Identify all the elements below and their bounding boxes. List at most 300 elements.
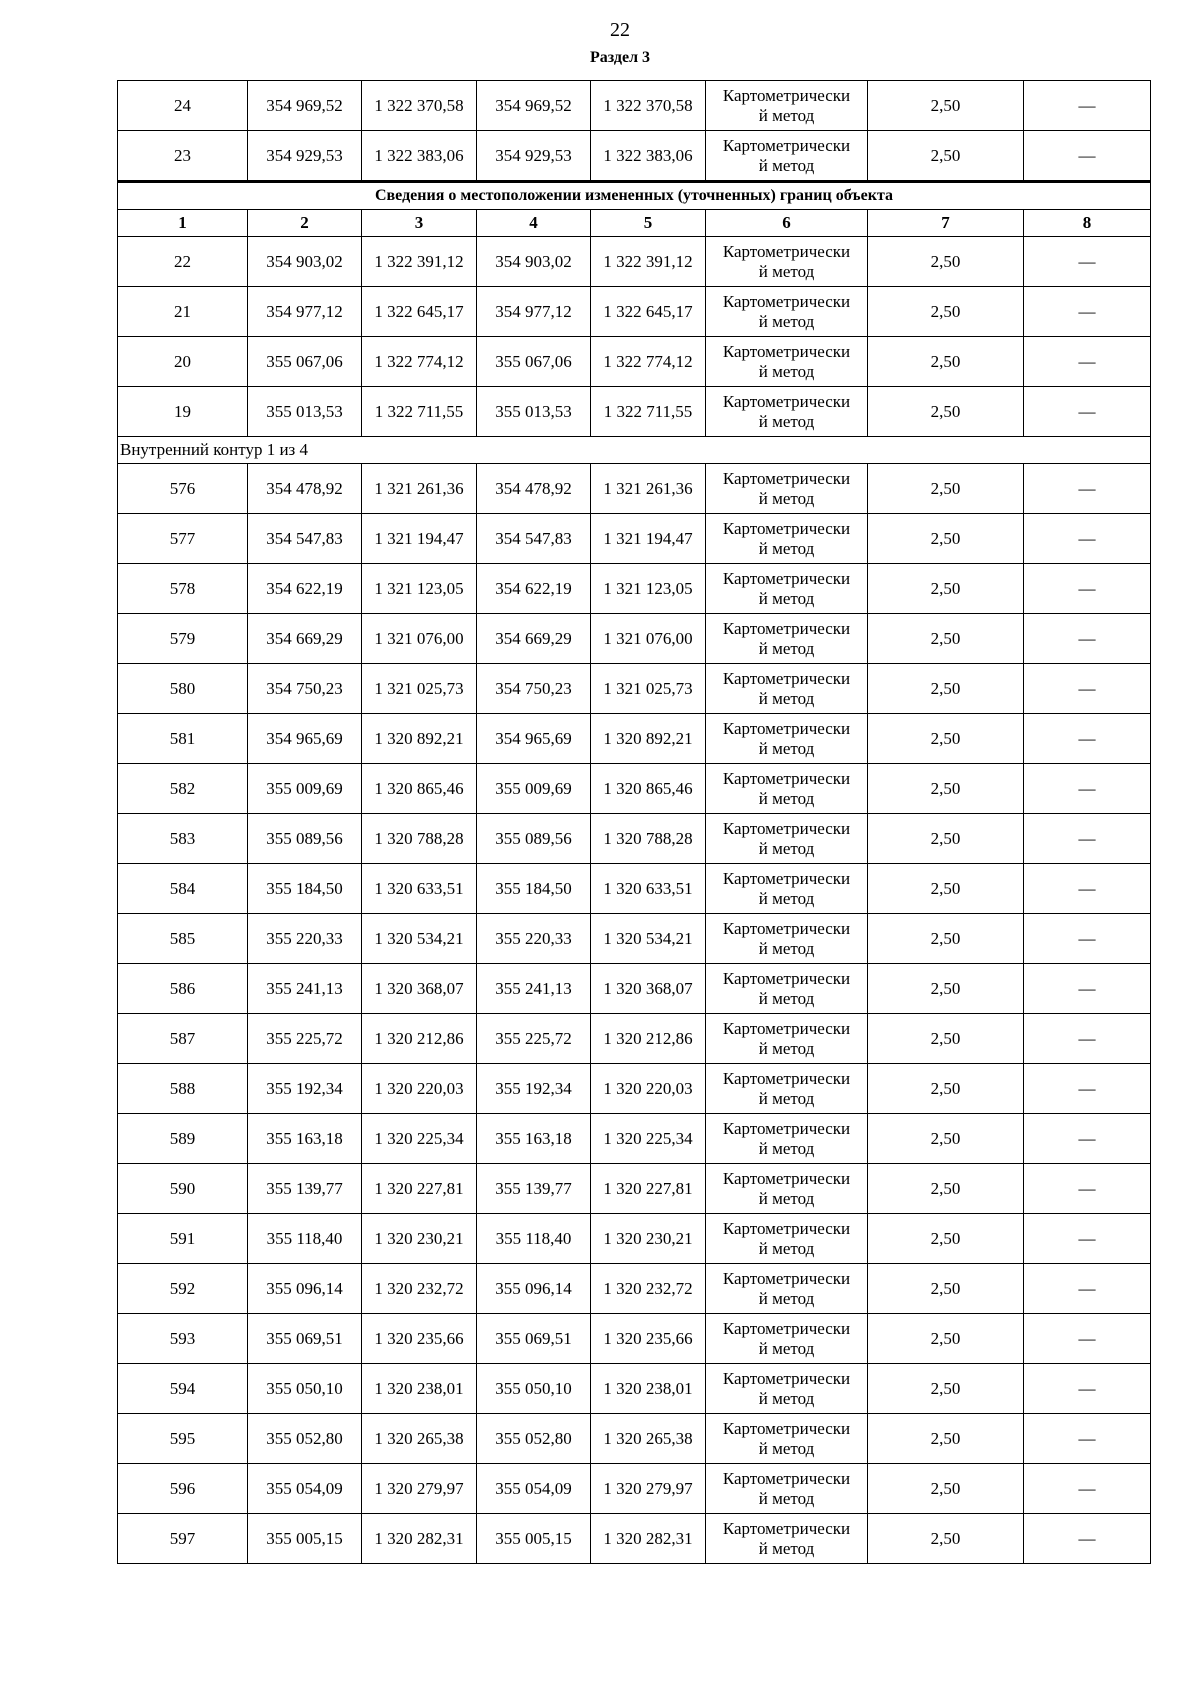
x-coordinate-cell: 354 622,19 — [477, 564, 591, 614]
table-row — [118, 514, 1151, 564]
y-coordinate-cell: 1 321 025,73 — [591, 664, 706, 714]
x-coordinate-cell: 355 089,56 — [477, 814, 591, 864]
method-line: Картометрически — [722, 868, 851, 888]
method-cell — [706, 814, 868, 864]
contour-label: Внутренний контур 1 из 4 — [118, 437, 1151, 464]
precision-cell: 2,50 — [868, 514, 1024, 564]
y-coordinate-cell: 1 322 391,12 — [362, 237, 477, 287]
point-number-cell: 582 — [118, 764, 248, 814]
method-line: й метод — [758, 1038, 815, 1058]
point-number-cell: 24 — [118, 81, 248, 131]
y-coordinate-cell: 1 321 194,47 — [362, 514, 477, 564]
column-number: 6 — [706, 210, 868, 237]
x-coordinate-cell: 355 067,06 — [248, 337, 362, 387]
x-coordinate-cell: 355 052,80 — [477, 1414, 591, 1464]
x-coordinate-cell: 355 009,69 — [477, 764, 591, 814]
method-cell — [706, 614, 868, 664]
y-coordinate-cell: 1 322 383,06 — [591, 131, 706, 182]
y-coordinate-cell: 1 320 282,31 — [362, 1514, 477, 1564]
y-coordinate-cell: 1 321 076,00 — [362, 614, 477, 664]
method-line: Картометрически — [722, 1268, 851, 1288]
x-coordinate-cell: 355 067,06 — [477, 337, 591, 387]
y-coordinate-cell: 1 320 279,97 — [362, 1464, 477, 1514]
method-cell — [706, 964, 868, 1014]
x-coordinate-cell: 355 069,51 — [248, 1314, 362, 1364]
x-coordinate-cell: 355 163,18 — [477, 1114, 591, 1164]
method-line: Картометрически — [722, 668, 851, 688]
x-coordinate-cell: 354 903,02 — [477, 237, 591, 287]
x-coordinate-cell: 354 929,53 — [477, 131, 591, 182]
table-row — [118, 814, 1151, 864]
point-number-cell: 578 — [118, 564, 248, 614]
method-line: й метод — [758, 1338, 815, 1358]
point-number-cell: 586 — [118, 964, 248, 1014]
x-coordinate-cell: 355 089,56 — [248, 814, 362, 864]
method-line: Картометрически — [722, 85, 851, 105]
method-line: й метод — [758, 588, 815, 608]
method-cell — [706, 914, 868, 964]
y-coordinate-cell: 1 320 232,72 — [591, 1264, 706, 1314]
description-cell: — — [1024, 1114, 1151, 1164]
y-coordinate-cell: 1 321 123,05 — [591, 564, 706, 614]
point-number-cell: 590 — [118, 1164, 248, 1214]
table-row — [118, 1064, 1151, 1114]
method-line: й метод — [758, 538, 815, 558]
description-cell: — — [1024, 1464, 1151, 1514]
method-cell — [706, 864, 868, 914]
x-coordinate-cell: 355 013,53 — [248, 387, 362, 437]
precision-cell: 2,50 — [868, 131, 1024, 182]
table-row — [118, 81, 1151, 131]
method-line: Картометрически — [722, 568, 851, 588]
y-coordinate-cell: 1 320 788,28 — [362, 814, 477, 864]
y-coordinate-cell: 1 320 230,21 — [591, 1214, 706, 1264]
x-coordinate-cell: 355 225,72 — [248, 1014, 362, 1064]
method-line: Картометрически — [722, 1018, 851, 1038]
precision-cell: 2,50 — [868, 1364, 1024, 1414]
y-coordinate-cell: 1 321 123,05 — [362, 564, 477, 614]
precision-cell: 2,50 — [868, 1414, 1024, 1464]
x-coordinate-cell: 354 903,02 — [248, 237, 362, 287]
description-cell: — — [1024, 1314, 1151, 1364]
method-cell — [706, 664, 868, 714]
precision-cell: 2,50 — [868, 1264, 1024, 1314]
description-cell: — — [1024, 1164, 1151, 1214]
x-coordinate-cell: 355 005,15 — [248, 1514, 362, 1564]
method-line: Картометрически — [722, 391, 851, 411]
y-coordinate-cell: 1 320 225,34 — [362, 1114, 477, 1164]
method-cell — [706, 237, 868, 287]
method-line: Картометрически — [722, 1218, 851, 1238]
y-coordinate-cell: 1 320 534,21 — [362, 914, 477, 964]
method-line: Картометрически — [722, 341, 851, 361]
y-coordinate-cell: 1 321 025,73 — [362, 664, 477, 714]
table-row — [118, 287, 1151, 337]
y-coordinate-cell: 1 320 633,51 — [591, 864, 706, 914]
point-number-cell: 23 — [118, 131, 248, 182]
method-cell — [706, 1314, 868, 1364]
point-number-cell: 593 — [118, 1314, 248, 1364]
y-coordinate-cell: 1 320 232,72 — [362, 1264, 477, 1314]
x-coordinate-cell: 355 118,40 — [477, 1214, 591, 1264]
precision-cell: 2,50 — [868, 714, 1024, 764]
table-row — [118, 464, 1151, 514]
description-cell: — — [1024, 387, 1151, 437]
table-row — [118, 387, 1151, 437]
x-coordinate-cell: 354 547,83 — [248, 514, 362, 564]
method-line: Картометрически — [722, 818, 851, 838]
precision-cell: 2,50 — [868, 664, 1024, 714]
method-line: Картометрически — [722, 1168, 851, 1188]
point-number-cell: 596 — [118, 1464, 248, 1514]
x-coordinate-cell: 354 969,52 — [248, 81, 362, 131]
y-coordinate-cell: 1 320 265,38 — [591, 1414, 706, 1464]
y-coordinate-cell: 1 320 892,21 — [362, 714, 477, 764]
x-coordinate-cell: 355 163,18 — [248, 1114, 362, 1164]
x-coordinate-cell: 355 009,69 — [248, 764, 362, 814]
precision-cell: 2,50 — [868, 864, 1024, 914]
point-number-cell: 597 — [118, 1514, 248, 1564]
point-number-cell: 584 — [118, 864, 248, 914]
precision-cell: 2,50 — [868, 614, 1024, 664]
method-line: й метод — [758, 688, 815, 708]
point-number-cell: 19 — [118, 387, 248, 437]
method-cell — [706, 1164, 868, 1214]
method-cell — [706, 1364, 868, 1414]
method-line: й метод — [758, 988, 815, 1008]
y-coordinate-cell: 1 320 235,66 — [362, 1314, 477, 1364]
point-number-cell: 580 — [118, 664, 248, 714]
method-line: Картометрически — [722, 1418, 851, 1438]
column-number: 4 — [477, 210, 591, 237]
x-coordinate-cell: 355 139,77 — [248, 1164, 362, 1214]
precision-cell: 2,50 — [868, 814, 1024, 864]
description-cell: — — [1024, 1214, 1151, 1264]
point-number-cell: 581 — [118, 714, 248, 764]
method-cell — [706, 514, 868, 564]
y-coordinate-cell: 1 322 774,12 — [591, 337, 706, 387]
table-row — [118, 1264, 1151, 1314]
method-line: Картометрически — [722, 618, 851, 638]
method-line: Картометрически — [722, 1468, 851, 1488]
method-line: Картометрически — [722, 768, 851, 788]
precision-cell: 2,50 — [868, 1514, 1024, 1564]
method-cell — [706, 1264, 868, 1314]
description-cell: — — [1024, 131, 1151, 182]
method-cell — [706, 131, 868, 182]
method-line: й метод — [758, 155, 815, 175]
method-line: й метод — [758, 361, 815, 381]
precision-cell: 2,50 — [868, 287, 1024, 337]
x-coordinate-cell: 355 013,53 — [477, 387, 591, 437]
description-cell: — — [1024, 1014, 1151, 1064]
y-coordinate-cell: 1 320 279,97 — [591, 1464, 706, 1514]
description-cell: — — [1024, 814, 1151, 864]
x-coordinate-cell: 355 118,40 — [248, 1214, 362, 1264]
y-coordinate-cell: 1 320 368,07 — [591, 964, 706, 1014]
table-body-contour — [118, 464, 1151, 1564]
table-row — [118, 1464, 1151, 1514]
y-coordinate-cell: 1 322 370,58 — [591, 81, 706, 131]
table-row — [118, 864, 1151, 914]
x-coordinate-cell: 354 750,23 — [248, 664, 362, 714]
description-cell: — — [1024, 1064, 1151, 1114]
y-coordinate-cell: 1 322 711,55 — [591, 387, 706, 437]
method-line: Картометрически — [722, 968, 851, 988]
point-number-cell: 21 — [118, 287, 248, 337]
method-cell — [706, 1214, 868, 1264]
method-cell — [706, 337, 868, 387]
x-coordinate-cell: 355 241,13 — [477, 964, 591, 1014]
x-coordinate-cell: 354 669,29 — [248, 614, 362, 664]
y-coordinate-cell: 1 320 220,03 — [362, 1064, 477, 1114]
column-number: 5 — [591, 210, 706, 237]
x-coordinate-cell: 355 096,14 — [248, 1264, 362, 1314]
table-row — [118, 614, 1151, 664]
point-number-cell: 592 — [118, 1264, 248, 1314]
point-number-cell: 595 — [118, 1414, 248, 1464]
y-coordinate-cell: 1 320 282,31 — [591, 1514, 706, 1564]
method-cell — [706, 1064, 868, 1114]
method-line: Картометрически — [722, 918, 851, 938]
precision-cell: 2,50 — [868, 337, 1024, 387]
x-coordinate-cell: 355 220,33 — [477, 914, 591, 964]
method-line: й метод — [758, 788, 815, 808]
x-coordinate-cell: 355 096,14 — [477, 1264, 591, 1314]
table-body-mid — [118, 237, 1151, 437]
y-coordinate-cell: 1 322 645,17 — [591, 287, 706, 337]
description-cell: — — [1024, 1414, 1151, 1464]
y-coordinate-cell: 1 320 227,81 — [591, 1164, 706, 1214]
precision-cell: 2,50 — [868, 387, 1024, 437]
method-line: й метод — [758, 1388, 815, 1408]
x-coordinate-cell: 355 005,15 — [477, 1514, 591, 1564]
point-number-cell: 588 — [118, 1064, 248, 1114]
x-coordinate-cell: 355 050,10 — [248, 1364, 362, 1414]
column-number: 3 — [362, 210, 477, 237]
point-number-cell: 587 — [118, 1014, 248, 1064]
x-coordinate-cell: 355 184,50 — [248, 864, 362, 914]
y-coordinate-cell: 1 320 238,01 — [591, 1364, 706, 1414]
point-number-cell: 591 — [118, 1214, 248, 1264]
x-coordinate-cell: 355 184,50 — [477, 864, 591, 914]
method-line: й метод — [758, 1138, 815, 1158]
x-coordinate-cell: 354 977,12 — [248, 287, 362, 337]
x-coordinate-cell: 355 225,72 — [477, 1014, 591, 1064]
method-line: Картометрически — [722, 1368, 851, 1388]
x-coordinate-cell: 355 241,13 — [248, 964, 362, 1014]
y-coordinate-cell: 1 320 865,46 — [362, 764, 477, 814]
method-line: Картометрически — [722, 518, 851, 538]
description-cell: — — [1024, 1264, 1151, 1314]
method-line: й метод — [758, 105, 815, 125]
y-coordinate-cell: 1 320 220,03 — [591, 1064, 706, 1114]
y-coordinate-cell: 1 320 225,34 — [591, 1114, 706, 1164]
point-number-cell: 576 — [118, 464, 248, 514]
x-coordinate-cell: 354 750,23 — [477, 664, 591, 714]
column-number: 1 — [118, 210, 248, 237]
point-number-cell: 589 — [118, 1114, 248, 1164]
table-row — [118, 664, 1151, 714]
method-cell — [706, 1414, 868, 1464]
precision-cell: 2,50 — [868, 914, 1024, 964]
description-cell: — — [1024, 337, 1151, 387]
y-coordinate-cell: 1 320 212,86 — [591, 1014, 706, 1064]
x-coordinate-cell: 354 547,83 — [477, 514, 591, 564]
table-row — [118, 1014, 1151, 1064]
description-cell: — — [1024, 1364, 1151, 1414]
method-line: й метод — [758, 1538, 815, 1558]
y-coordinate-cell: 1 321 076,00 — [591, 614, 706, 664]
method-line: й метод — [758, 1488, 815, 1508]
method-cell — [706, 714, 868, 764]
method-line: й метод — [758, 411, 815, 431]
precision-cell: 2,50 — [868, 464, 1024, 514]
y-coordinate-cell: 1 320 865,46 — [591, 764, 706, 814]
table-row — [118, 1164, 1151, 1214]
table-row — [118, 337, 1151, 387]
table-row — [118, 1514, 1151, 1564]
description-cell: — — [1024, 864, 1151, 914]
x-coordinate-cell: 355 069,51 — [477, 1314, 591, 1364]
precision-cell: 2,50 — [868, 1464, 1024, 1514]
method-cell — [706, 81, 868, 131]
method-line: й метод — [758, 888, 815, 908]
description-cell: — — [1024, 564, 1151, 614]
description-cell: — — [1024, 1514, 1151, 1564]
method-line: й метод — [758, 1088, 815, 1108]
description-cell: — — [1024, 964, 1151, 1014]
method-line: й метод — [758, 938, 815, 958]
x-coordinate-cell: 355 054,09 — [477, 1464, 591, 1514]
description-cell: — — [1024, 514, 1151, 564]
method-line: Картометрически — [722, 1318, 851, 1338]
precision-cell: 2,50 — [868, 1314, 1024, 1364]
precision-cell: 2,50 — [868, 1214, 1024, 1264]
precision-cell: 2,50 — [868, 1114, 1024, 1164]
method-cell — [706, 564, 868, 614]
y-coordinate-cell: 1 322 383,06 — [362, 131, 477, 182]
method-line: Картометрически — [722, 718, 851, 738]
table-row — [118, 1364, 1151, 1414]
x-coordinate-cell: 354 977,12 — [477, 287, 591, 337]
table-row — [118, 964, 1151, 1014]
method-line: Картометрически — [722, 1118, 851, 1138]
x-coordinate-cell: 354 478,92 — [477, 464, 591, 514]
method-line: Картометрически — [722, 241, 851, 261]
precision-cell: 2,50 — [868, 764, 1024, 814]
description-cell: — — [1024, 764, 1151, 814]
method-line: й метод — [758, 1288, 815, 1308]
y-coordinate-cell: 1 320 265,38 — [362, 1414, 477, 1464]
y-coordinate-cell: 1 321 261,36 — [591, 464, 706, 514]
x-coordinate-cell: 354 669,29 — [477, 614, 591, 664]
y-coordinate-cell: 1 320 633,51 — [362, 864, 477, 914]
y-coordinate-cell: 1 322 645,17 — [362, 287, 477, 337]
table-row — [118, 714, 1151, 764]
y-coordinate-cell: 1 320 230,21 — [362, 1214, 477, 1264]
precision-cell: 2,50 — [868, 1064, 1024, 1114]
description-cell: — — [1024, 714, 1151, 764]
x-coordinate-cell: 355 050,10 — [477, 1364, 591, 1414]
description-cell: — — [1024, 614, 1151, 664]
contour-label-group — [118, 437, 1151, 464]
method-line: Картометрически — [722, 1518, 851, 1538]
y-coordinate-cell: 1 320 368,07 — [362, 964, 477, 1014]
description-cell: — — [1024, 81, 1151, 131]
point-number-cell: 585 — [118, 914, 248, 964]
table-row — [118, 564, 1151, 614]
y-coordinate-cell: 1 322 391,12 — [591, 237, 706, 287]
method-line: Картометрически — [722, 291, 851, 311]
column-number: 7 — [868, 210, 1024, 237]
y-coordinate-cell: 1 321 194,47 — [591, 514, 706, 564]
y-coordinate-cell: 1 320 227,81 — [362, 1164, 477, 1214]
method-cell — [706, 1464, 868, 1514]
y-coordinate-cell: 1 320 212,86 — [362, 1014, 477, 1064]
x-coordinate-cell: 355 192,34 — [477, 1064, 591, 1114]
x-coordinate-cell: 354 965,69 — [477, 714, 591, 764]
x-coordinate-cell: 354 622,19 — [248, 564, 362, 614]
table-subheading-group — [118, 182, 1151, 237]
description-cell: — — [1024, 914, 1151, 964]
description-cell: — — [1024, 464, 1151, 514]
point-number-cell: 579 — [118, 614, 248, 664]
method-line: й метод — [758, 488, 815, 508]
method-line: й метод — [758, 638, 815, 658]
precision-cell: 2,50 — [868, 1164, 1024, 1214]
point-number-cell: 577 — [118, 514, 248, 564]
method-line: й метод — [758, 1238, 815, 1258]
precision-cell: 2,50 — [868, 564, 1024, 614]
point-number-cell: 22 — [118, 237, 248, 287]
column-number: 2 — [248, 210, 362, 237]
method-line: Картометрически — [722, 468, 851, 488]
y-coordinate-cell: 1 320 892,21 — [591, 714, 706, 764]
table-row — [118, 1414, 1151, 1464]
method-cell — [706, 1114, 868, 1164]
x-coordinate-cell: 354 478,92 — [248, 464, 362, 514]
point-number-cell: 20 — [118, 337, 248, 387]
method-cell — [706, 464, 868, 514]
precision-cell: 2,50 — [868, 237, 1024, 287]
table-row — [118, 237, 1151, 287]
method-cell — [706, 387, 868, 437]
page-number: 22 — [610, 19, 630, 41]
y-coordinate-cell: 1 320 235,66 — [591, 1314, 706, 1364]
table-row — [118, 1214, 1151, 1264]
precision-cell: 2,50 — [868, 964, 1024, 1014]
y-coordinate-cell: 1 322 370,58 — [362, 81, 477, 131]
method-cell — [706, 1514, 868, 1564]
description-cell: — — [1024, 664, 1151, 714]
table-subheading: Сведения о местоположении измененных (уточненных) границ объекта — [118, 182, 1151, 210]
x-coordinate-cell: 355 192,34 — [248, 1064, 362, 1114]
x-coordinate-cell: 355 054,09 — [248, 1464, 362, 1514]
y-coordinate-cell: 1 321 261,36 — [362, 464, 477, 514]
table-row — [118, 764, 1151, 814]
table-row — [118, 1314, 1151, 1364]
method-line: й метод — [758, 838, 815, 858]
description-cell: — — [1024, 237, 1151, 287]
y-coordinate-cell: 1 322 711,55 — [362, 387, 477, 437]
method-line: й метод — [758, 1438, 815, 1458]
x-coordinate-cell: 355 139,77 — [477, 1164, 591, 1214]
y-coordinate-cell: 1 320 238,01 — [362, 1364, 477, 1414]
method-cell — [706, 287, 868, 337]
coordinates-table — [117, 80, 1151, 1564]
method-line: Картометрически — [722, 1068, 851, 1088]
